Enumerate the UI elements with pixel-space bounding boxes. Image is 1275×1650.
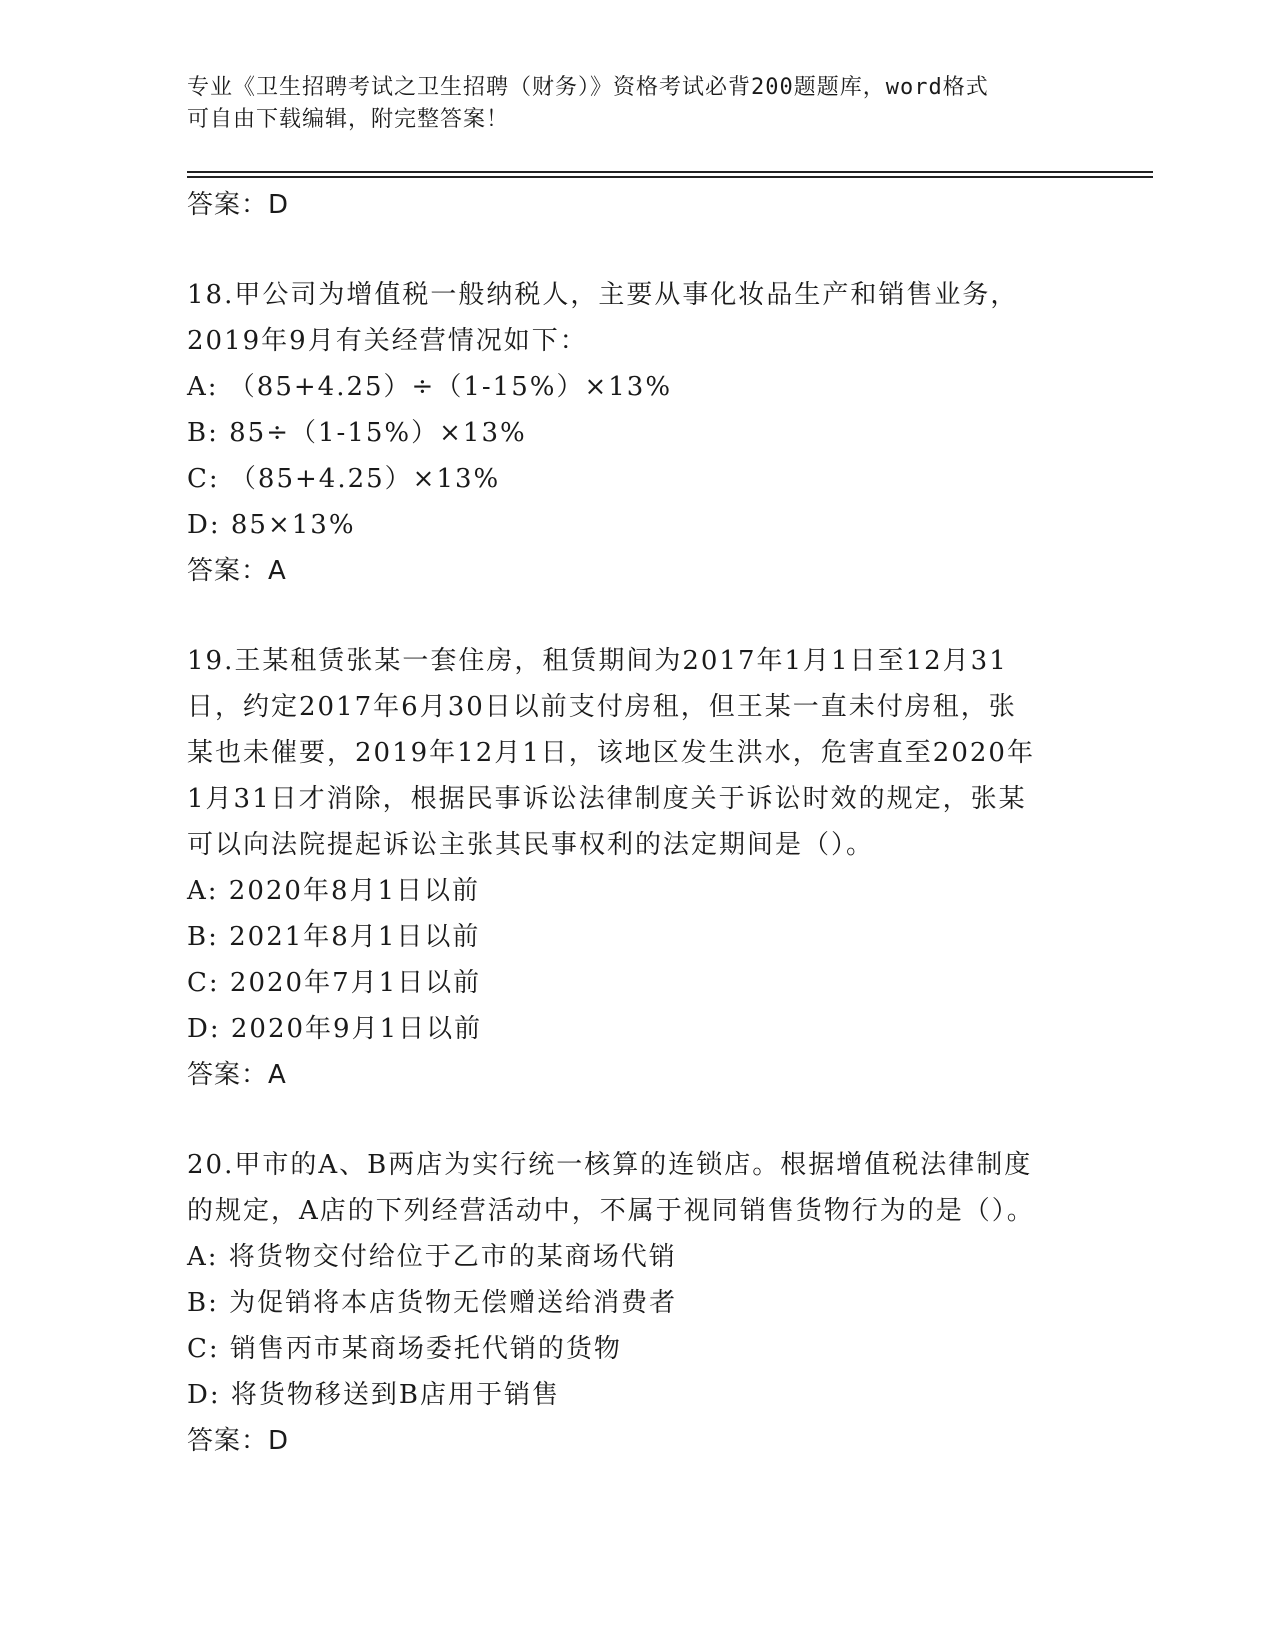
- answer: 答案：D: [187, 1426, 290, 1456]
- header-line-2: 可自由下载编辑，附完整答案！: [187, 107, 510, 132]
- option-b: B: 为促销将本店货物无偿赠送给消费者: [187, 1288, 678, 1318]
- question-text-line: 20.甲市的A、B两店为实行统一核算的连锁店。根据增值税法律制度: [187, 1150, 1033, 1180]
- header-rule-top: [187, 171, 1153, 173]
- question-text-line: 某也未催要，2019年12月1日，该地区发生洪水，危害直至2020年: [187, 738, 1035, 768]
- question-text-line: 可以向法院提起诉讼主张其民事权利的法定期间是（）。: [187, 830, 875, 860]
- spacer: [187, 1098, 1087, 1142]
- option-a: A: （85+4.25）÷（1-15%）×13%: [187, 372, 673, 402]
- question-text-line: 1月31日才消除，根据民事诉讼法律制度关于诉讼时效的规定，张某: [187, 784, 1027, 814]
- question-19: [187, 638, 1087, 1098]
- option-a: A: 2020年8月1日以前: [187, 876, 481, 906]
- question-18: [187, 272, 1087, 594]
- header-rule-bottom: [187, 176, 1153, 178]
- option-b: B: 2021年8月1日以前: [187, 922, 481, 952]
- option-d: D: 将货物移送到B店用于销售: [187, 1380, 560, 1410]
- question-text-line: 的规定，A店的下列经营活动中，不属于视同销售货物行为的是（）。: [187, 1196, 1035, 1226]
- question-20: [187, 1142, 1087, 1464]
- option-d: D: 85×13%: [187, 510, 356, 540]
- question-text-line: 日，约定2017年6月30日以前支付房租，但王某一直未付房租，张: [187, 692, 1017, 722]
- question-text-line: 18.甲公司为增值税一般纳税人，主要从事化妆品生产和销售业务，: [187, 280, 1019, 310]
- question-text-line: 19.王某租赁张某一套住房，租赁期间为2017年1月1日至12月31: [187, 646, 1008, 676]
- answer: 答案：A: [187, 1060, 287, 1090]
- answer: 答案：A: [187, 556, 287, 586]
- option-c: C: 销售丙市某商场委托代销的货物: [187, 1334, 622, 1364]
- document-header: [187, 72, 1067, 136]
- option-c: C: 2020年7月1日以前: [187, 968, 482, 998]
- spacer: [187, 594, 1087, 638]
- option-c: C: （85+4.25）×13%: [187, 464, 501, 494]
- option-a: A: 将货物交付给位于乙市的某商场代销: [187, 1242, 677, 1272]
- question-text-line: 2019年9月有关经营情况如下：: [187, 326, 588, 356]
- header-line-1: 专业《卫生招聘考试之卫生招聘（财务）》资格考试必背200题题库，word格式: [187, 75, 989, 100]
- question-list: [187, 182, 1087, 1464]
- spacer: [187, 228, 1087, 272]
- previous-answer: 答案：D: [187, 190, 290, 220]
- option-b: B: 85÷（1-15%）×13%: [187, 418, 527, 448]
- option-d: D: 2020年9月1日以前: [187, 1014, 483, 1044]
